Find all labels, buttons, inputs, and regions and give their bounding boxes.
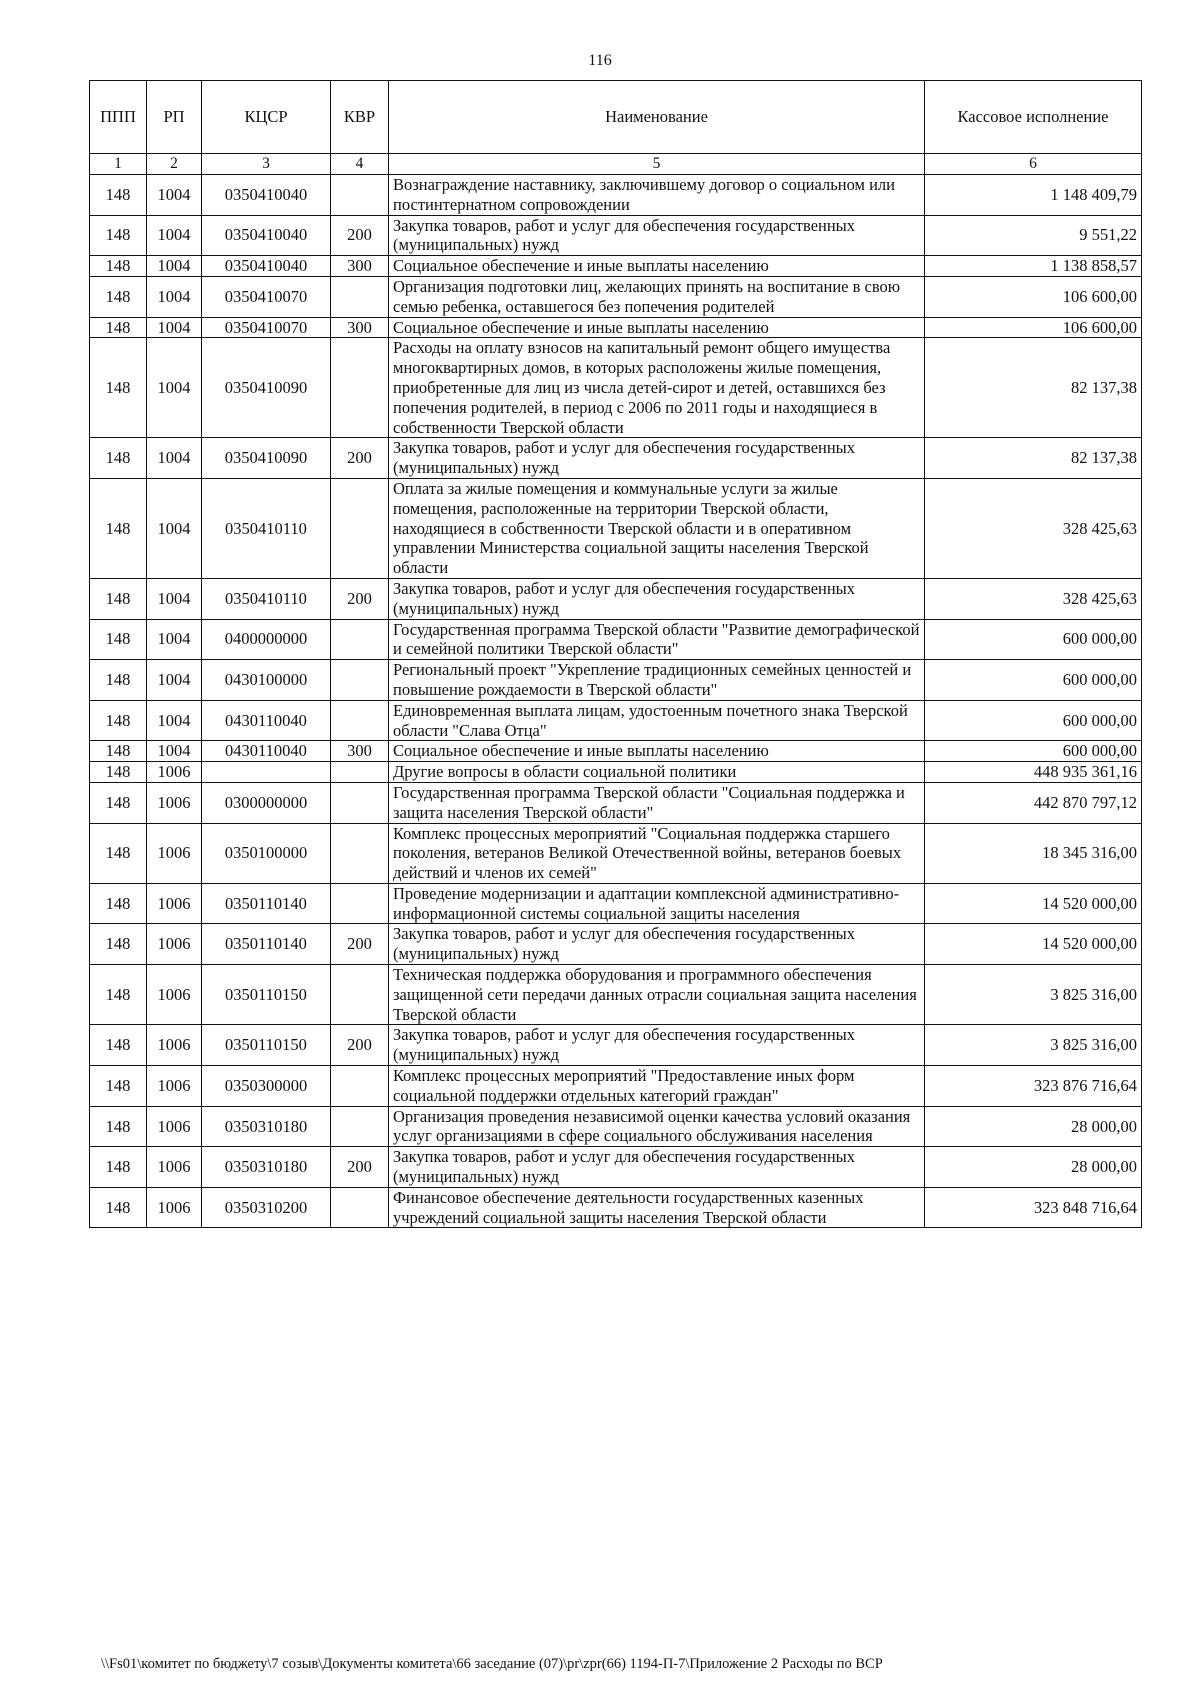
cell-name: Проведение модернизации и адаптации комплексной административно-информационной системы социальной защиты населения [389,883,925,924]
cell-ppp: 148 [90,215,147,256]
cell-amount: 106 600,00 [925,276,1142,317]
cell-kvr: 300 [331,317,389,338]
cell-ppp: 148 [90,700,147,741]
table-body [90,175,1142,1228]
cell-ppp: 148 [90,317,147,338]
cell-amount: 328 425,63 [925,578,1142,619]
table-row [90,883,1142,924]
cell-ppp: 148 [90,782,147,823]
cell-kcsr: 0350410110 [202,578,331,619]
cell-amount: 3 825 316,00 [925,965,1142,1025]
cell-amount: 14 520 000,00 [925,924,1142,965]
cell-kcsr: 0300000000 [202,782,331,823]
cell-kcsr: 0350410040 [202,256,331,277]
table-row [90,1147,1142,1188]
table-row [90,762,1142,783]
cell-rp: 1006 [147,1066,202,1107]
cell-kcsr: 0350110140 [202,883,331,924]
cell-name: Закупка товаров, работ и услуг для обеспечения государственных (муниципальных) нужд [389,438,925,479]
table-row [90,317,1142,338]
cell-ppp: 148 [90,619,147,660]
cell-name: Социальное обеспечение и иные выплаты населению [389,741,925,762]
cell-name: Социальное обеспечение и иные выплаты населению [389,317,925,338]
table-row [90,660,1142,701]
cell-name: Техническая поддержка оборудования и программного обеспечения защищенной сети передачи данных отрасли социальная защита населения Тверской области [389,965,925,1025]
header-amount: Кассовое исполнение [925,81,1142,154]
cell-name: Организация подготовки лиц, желающих принять на воспитание в свою семью ребенка, оставшегося без попечения родителей [389,276,925,317]
cell-amount: 328 425,63 [925,478,1142,578]
cell-kvr [331,1187,389,1228]
cell-ppp: 148 [90,1187,147,1228]
cell-name: Другие вопросы в области социальной политики [389,762,925,783]
cell-rp: 1006 [147,762,202,783]
column-number: 4 [331,154,389,175]
cell-kvr: 200 [331,1025,389,1066]
cell-kcsr: 0430110040 [202,700,331,741]
cell-ppp: 148 [90,578,147,619]
cell-name: Закупка товаров, работ и услуг для обеспечения государственных (муниципальных) нужд [389,578,925,619]
table-row [90,175,1142,216]
cell-name: Закупка товаров, работ и услуг для обеспечения государственных (муниципальных) нужд [389,924,925,965]
cell-name: Расходы на оплату взносов на капитальный ремонт общего имущества многоквартирных домов, в которых расположены жилые помещения, приобретенные для лиц из числа детей-сирот и детей, оставшихся без попечения родителей, в период с 2006 по 2011 годы и находящиеся в собственности Тверской области [389,338,925,438]
cell-kvr [331,700,389,741]
table-row [90,215,1142,256]
cell-rp: 1004 [147,215,202,256]
cell-ppp: 148 [90,438,147,479]
table-row [90,256,1142,277]
cell-name: Региональный проект "Укрепление традиционных семейных ценностей и повышение рождаемости в Тверской области" [389,660,925,701]
cell-rp: 1004 [147,578,202,619]
cell-amount: 82 137,38 [925,338,1142,438]
cell-rp: 1006 [147,1025,202,1066]
header-name: Наименование [389,81,925,154]
cell-kvr [331,1106,389,1147]
table-row [90,1187,1142,1228]
cell-ppp: 148 [90,256,147,277]
cell-ppp: 148 [90,276,147,317]
footer-file-path: \\Fs01\комитет по бюджету\7 созыв\Документы комитета\66 заседание (07)\pr\zpr(66) 1194-П-7\Приложение 2 Расходы по ВСР [101,1656,883,1672]
cell-kvr: 200 [331,1147,389,1188]
cell-rp: 1004 [147,700,202,741]
cell-kvr: 200 [331,578,389,619]
cell-kcsr: 0350310180 [202,1147,331,1188]
cell-name: Закупка товаров, работ и услуг для обеспечения государственных (муниципальных) нужд [389,215,925,256]
cell-kcsr: 0350310180 [202,1106,331,1147]
cell-ppp: 148 [90,478,147,578]
cell-amount: 9 551,22 [925,215,1142,256]
cell-name: Государственная программа Тверской области "Развитие демографической и семейной политики Тверской области" [389,619,925,660]
cell-kvr [331,619,389,660]
header-rp: РП [147,81,202,154]
column-number: 3 [202,154,331,175]
cell-kvr [331,1066,389,1107]
cell-rp: 1004 [147,317,202,338]
table-row [90,782,1142,823]
cell-ppp: 148 [90,741,147,762]
column-number: 5 [389,154,925,175]
cell-kvr: 200 [331,924,389,965]
cell-name: Вознаграждение наставнику, заключившему договор о социальном или постинтернатном сопровождении [389,175,925,216]
cell-amount: 600 000,00 [925,619,1142,660]
cell-rp: 1004 [147,276,202,317]
cell-rp: 1006 [147,883,202,924]
cell-kvr [331,175,389,216]
cell-name: Государственная программа Тверской области "Социальная поддержка и защита населения Тверской области" [389,782,925,823]
table-row [90,700,1142,741]
cell-name: Социальное обеспечение и иные выплаты населению [389,256,925,277]
cell-rp: 1006 [147,965,202,1025]
cell-kvr [331,762,389,783]
cell-amount: 442 870 797,12 [925,782,1142,823]
header-ppp: ППП [90,81,147,154]
cell-kvr [331,782,389,823]
cell-amount: 3 825 316,00 [925,1025,1142,1066]
table-row [90,823,1142,883]
cell-kvr [331,883,389,924]
cell-ppp: 148 [90,823,147,883]
cell-amount: 82 137,38 [925,438,1142,479]
table-header-row [90,81,1142,154]
cell-rp: 1004 [147,438,202,479]
table-row [90,965,1142,1025]
cell-name: Комплекс процессных мероприятий "Социальная поддержка старшего поколения, ветеранов Великой Отечественной войны, ветеранов боевых действий и членов их семей" [389,823,925,883]
cell-ppp: 148 [90,1025,147,1066]
cell-name: Оплата за жилые помещения и коммунальные услуги за жилые помещения, расположенные на территории Тверской области, находящиеся в собственности Тверской области и в оперативном управлении Министерства социальной защиты населения Тверской области [389,478,925,578]
cell-name: Финансовое обеспечение деятельности государственных казенных учреждений социальной защиты населения Тверской области [389,1187,925,1228]
cell-amount: 106 600,00 [925,317,1142,338]
cell-rp: 1006 [147,1187,202,1228]
cell-amount: 28 000,00 [925,1106,1142,1147]
cell-rp: 1006 [147,823,202,883]
cell-rp: 1006 [147,782,202,823]
table-row [90,276,1142,317]
cell-kcsr: 0350410090 [202,338,331,438]
cell-amount: 600 000,00 [925,741,1142,762]
cell-kcsr: 0430110040 [202,741,331,762]
cell-name: Закупка товаров, работ и услуг для обеспечения государственных (муниципальных) нужд [389,1025,925,1066]
cell-kcsr: 0350110150 [202,965,331,1025]
table-row [90,619,1142,660]
cell-rp: 1004 [147,660,202,701]
cell-ppp: 148 [90,1066,147,1107]
cell-kcsr: 0350100000 [202,823,331,883]
cell-amount: 18 345 316,00 [925,823,1142,883]
page-number: 116 [588,52,612,69]
cell-name: Комплекс процессных мероприятий "Предоставление иных форм социальной поддержки отдельных категорий граждан" [389,1066,925,1107]
column-number-row [90,154,1142,175]
cell-ppp: 148 [90,175,147,216]
cell-amount: 600 000,00 [925,700,1142,741]
cell-ppp: 148 [90,338,147,438]
cell-amount: 323 876 716,64 [925,1066,1142,1107]
column-number: 6 [925,154,1142,175]
cell-ppp: 148 [90,660,147,701]
cell-kvr [331,276,389,317]
cell-name: Организация проведения независимой оценки качества условий оказания услуг организациями в сфере социального обслуживания населения [389,1106,925,1147]
table-row [90,578,1142,619]
cell-kcsr: 0350310200 [202,1187,331,1228]
table-row [90,741,1142,762]
cell-kcsr: 0400000000 [202,619,331,660]
cell-kvr [331,660,389,701]
cell-ppp: 148 [90,965,147,1025]
cell-kcsr: 0350410040 [202,215,331,256]
cell-rp: 1004 [147,741,202,762]
table-row [90,438,1142,479]
cell-rp: 1006 [147,1147,202,1188]
cell-kvr [331,338,389,438]
cell-kvr: 200 [331,438,389,479]
cell-rp: 1006 [147,924,202,965]
cell-kvr [331,823,389,883]
cell-ppp: 148 [90,1106,147,1147]
cell-ppp: 148 [90,762,147,783]
header-kcsr: КЦСР [202,81,331,154]
cell-ppp: 148 [90,883,147,924]
table-row [90,924,1142,965]
cell-amount: 323 848 716,64 [925,1187,1142,1228]
column-number: 2 [147,154,202,175]
table-row [90,1066,1142,1107]
cell-ppp: 148 [90,1147,147,1188]
cell-kvr: 300 [331,741,389,762]
cell-kvr [331,478,389,578]
cell-kcsr: 0430100000 [202,660,331,701]
cell-rp: 1004 [147,619,202,660]
cell-kcsr: 0350410070 [202,276,331,317]
cell-amount: 28 000,00 [925,1147,1142,1188]
budget-table [89,80,1142,1228]
cell-amount: 1 148 409,79 [925,175,1142,216]
cell-amount: 14 520 000,00 [925,883,1142,924]
cell-kcsr: 0350410090 [202,438,331,479]
table-row [90,478,1142,578]
cell-name: Закупка товаров, работ и услуг для обеспечения государственных (муниципальных) нужд [389,1147,925,1188]
cell-kvr [331,965,389,1025]
cell-kvr: 200 [331,215,389,256]
cell-kcsr: 0350110150 [202,1025,331,1066]
cell-rp: 1004 [147,175,202,216]
cell-name: Единовременная выплата лицам, удостоенным почетного знака Тверской области "Слава Отца" [389,700,925,741]
cell-amount: 1 138 858,57 [925,256,1142,277]
table-row [90,1025,1142,1066]
cell-kcsr: 0350300000 [202,1066,331,1107]
header-kvr: КВР [331,81,389,154]
cell-rp: 1004 [147,338,202,438]
cell-kcsr [202,762,331,783]
column-number: 1 [90,154,147,175]
cell-kcsr: 0350410070 [202,317,331,338]
cell-kvr: 300 [331,256,389,277]
cell-rp: 1004 [147,478,202,578]
table-row [90,1106,1142,1147]
table-row [90,338,1142,438]
cell-amount: 600 000,00 [925,660,1142,701]
cell-kcsr: 0350110140 [202,924,331,965]
cell-ppp: 148 [90,924,147,965]
cell-rp: 1004 [147,256,202,277]
cell-kcsr: 0350410110 [202,478,331,578]
cell-amount: 448 935 361,16 [925,762,1142,783]
cell-rp: 1006 [147,1106,202,1147]
cell-kcsr: 0350410040 [202,175,331,216]
